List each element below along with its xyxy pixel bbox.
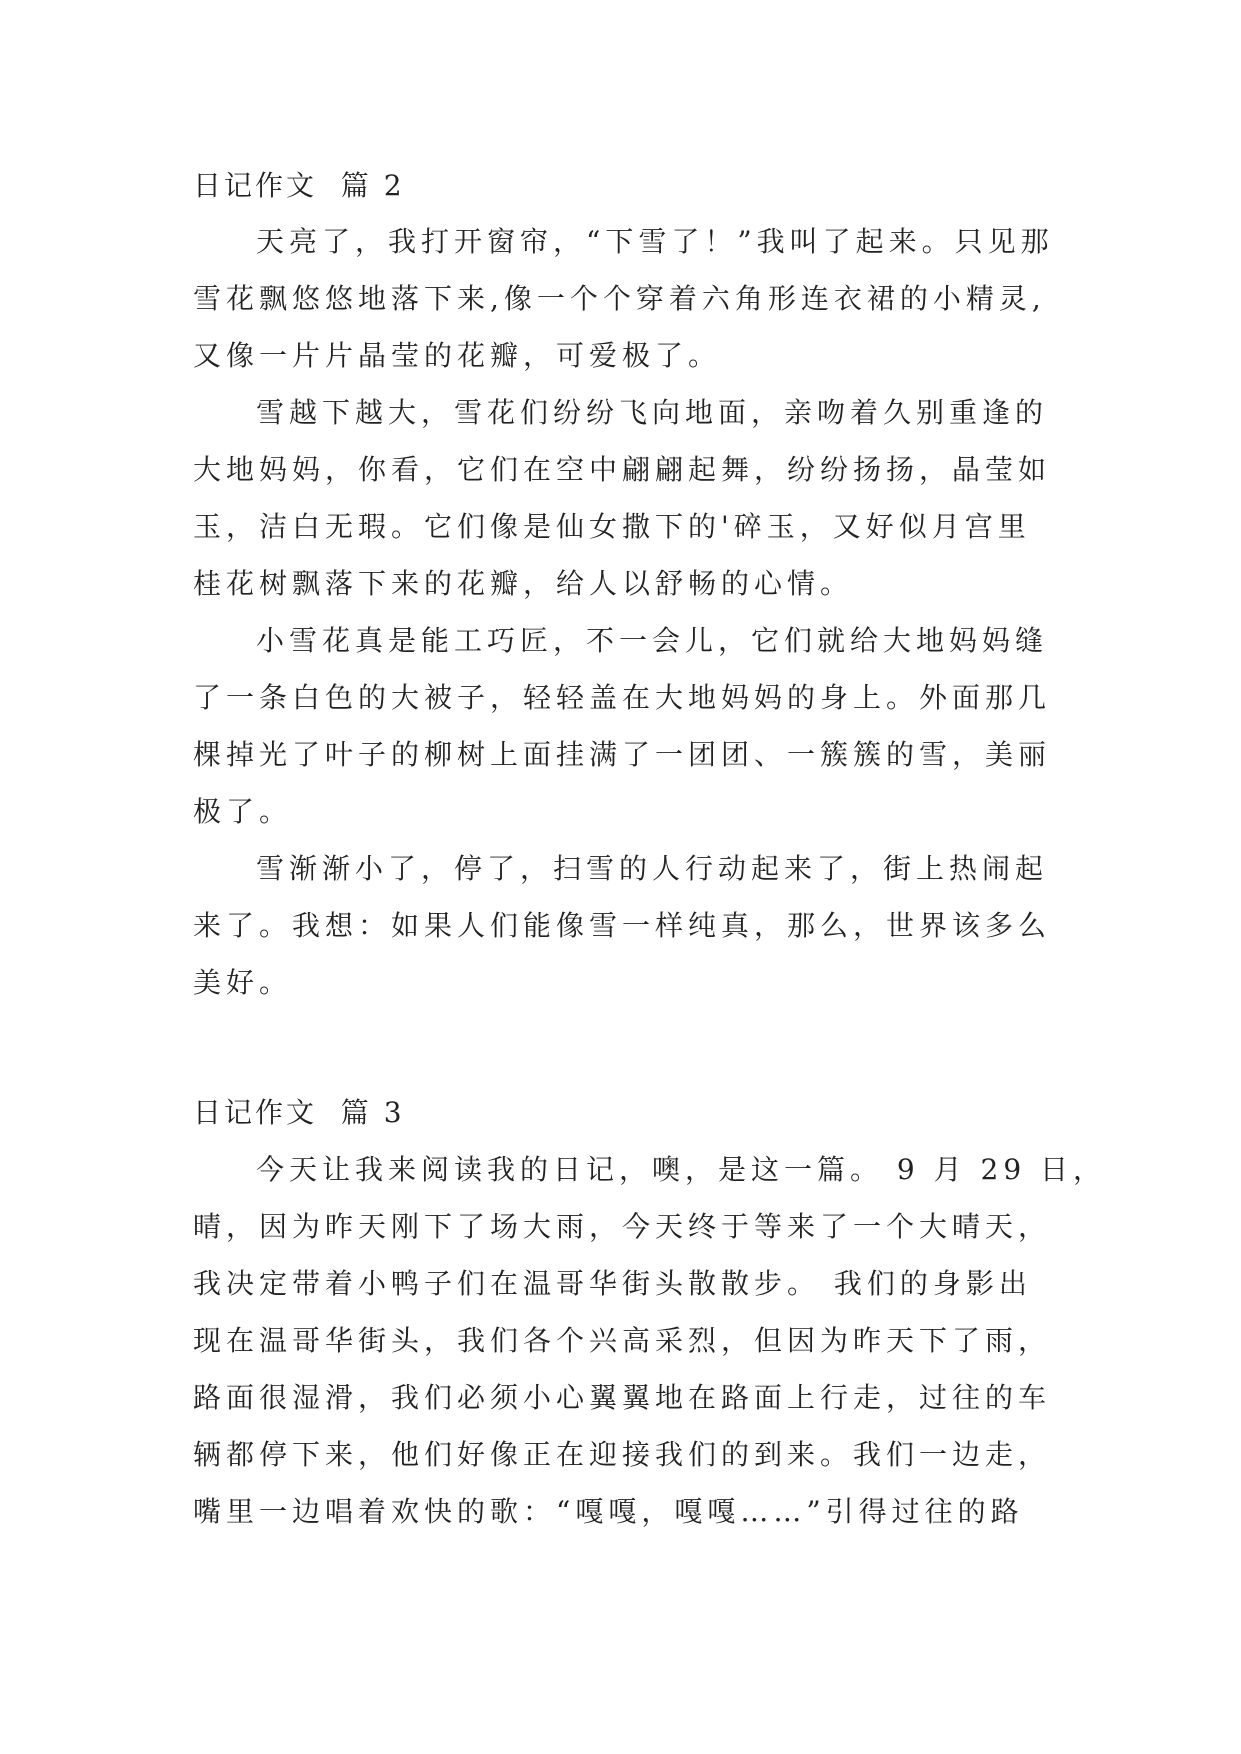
paragraph-line: 小雪花真是能工巧匠，不一会儿，它们就给大地妈妈缝	[256, 624, 1049, 657]
paragraph-line: 棵掉光了叶子的柳树上面挂满了一团团、一簇簇的雪，美丽	[193, 738, 1052, 771]
paragraph-line: 雪渐渐小了，停了，扫雪的人行动起来了，街上热闹起	[256, 852, 1049, 885]
paragraph-line: 路面很湿滑，我们必须小心翼翼地在路面上行走，过往的车	[193, 1381, 1052, 1414]
paragraph-line: 今天让我来阅读我的日记，噢，是这一篇。 9 月 29 日，	[256, 1153, 1107, 1186]
paragraph-line: 了一条白色的大被子，轻轻盖在大地妈妈的身上。外面那几	[193, 681, 1052, 714]
paragraph-line: 现在温哥华街头，我们各个兴高采烈，但因为昨天下了雨，	[193, 1324, 1052, 1357]
section-title-3: 日记作文 篇 3	[193, 1096, 405, 1129]
paragraph-line: 雪越下越大，雪花们纷纷飞向地面，亲吻着久别重逢的	[256, 396, 1049, 429]
paragraph-line: 我决定带着小鸭子们在温哥华街头散散步。 我们的身影出	[193, 1267, 1032, 1300]
paragraph-line: 又像一片片晶莹的花瓣，可爱极了。	[193, 339, 722, 372]
paragraph-line: 嘴里一边唱着欢快的歌：“嘎嘎，嘎嘎……”引得过往的路	[193, 1495, 1024, 1528]
paragraph-line: 大地妈妈，你看，它们在空中翩翩起舞，纷纷扬扬，晶莹如	[193, 453, 1052, 486]
section-title-2: 日记作文 篇 2	[193, 169, 405, 202]
paragraph-line: 雪花飘悠悠地落下来,像一个个穿着六角形连衣裙的小精灵,	[193, 282, 1046, 315]
paragraph-line: 天亮了，我打开窗帘，“下雪了！”我叫了起来。只见那	[256, 225, 1054, 258]
paragraph-line: 桂花树飘落下来的花瓣，给人以舒畅的心情。	[193, 567, 854, 600]
paragraph-line: 晴，因为昨天刚下了场大雨，今天终于等来了一个大晴天，	[193, 1210, 1052, 1243]
paragraph-line: 玉，洁白无瑕。它们像是仙女撒下的'碎玉，又好似月宫里	[193, 510, 1031, 543]
paragraph-line: 来了。我想：如果人们能像雪一样纯真，那么，世界该多么	[193, 909, 1052, 942]
paragraph-line: 极了。	[193, 795, 293, 828]
paragraph-line: 美好。	[193, 966, 293, 999]
paragraph-line: 辆都停下来，他们好像正在迎接我们的到来。我们一边走，	[193, 1438, 1052, 1471]
